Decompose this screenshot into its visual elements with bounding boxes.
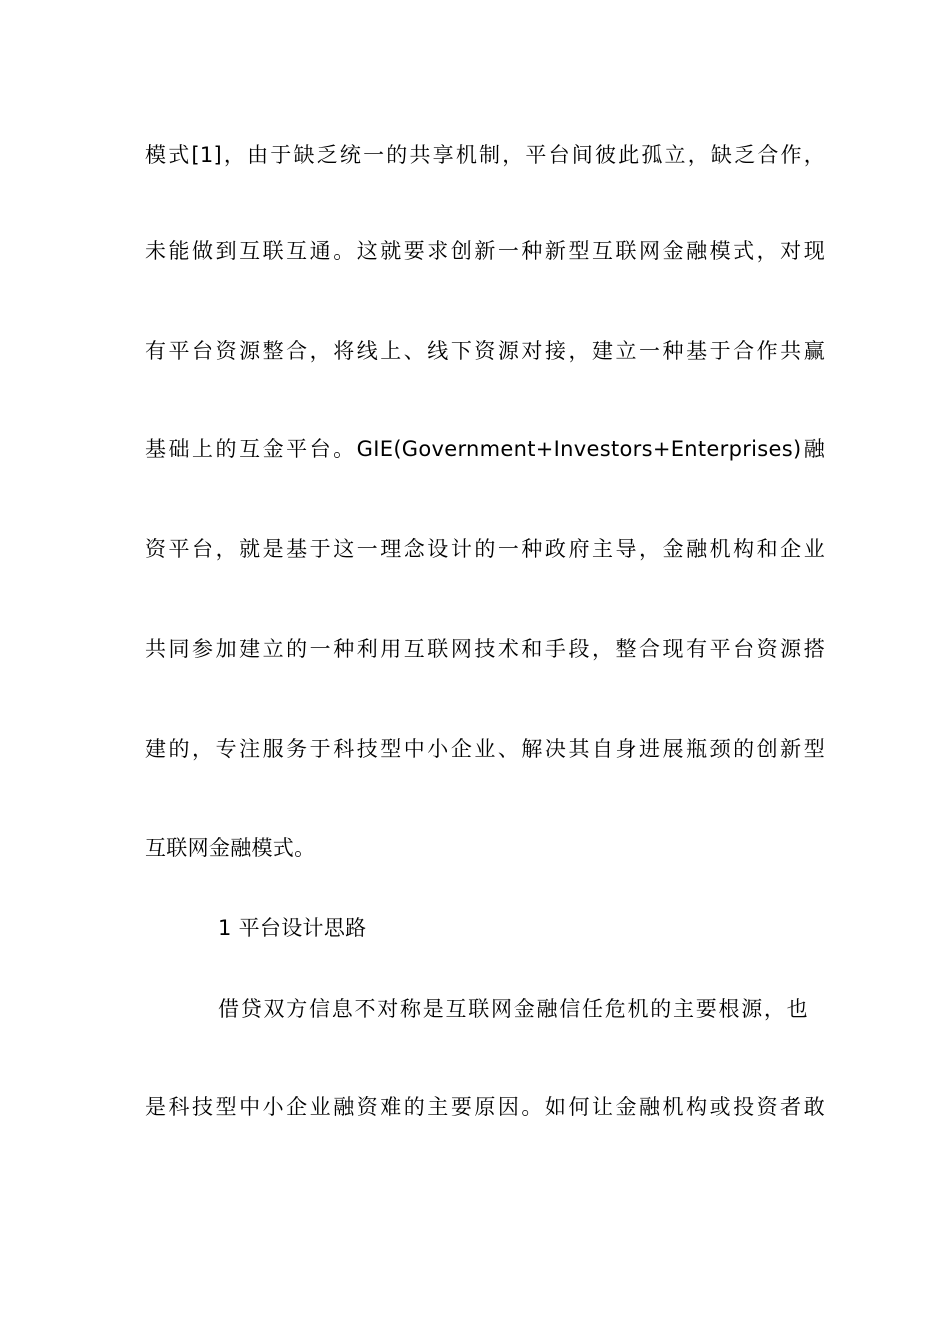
body-text-line: 未能做到互联互通。这就要求创新一种新型互联网金融模式，对现	[145, 239, 825, 263]
body-text-line: 有平台资源整合，将线上、线下资源对接，建立一种基于合作共赢	[145, 339, 825, 363]
body-text-line: 互联网金融模式。	[145, 836, 316, 860]
body-text-line: 借贷双方信息不对称是互联网金融信任危机的主要根源，也	[218, 997, 808, 1021]
body-text-line: 基础上的互金平台。GIE(Government+Investors+Enterprises)融	[145, 437, 825, 461]
body-text-line: 是科技型中小企业融资难的主要原因。如何让金融机构或投资者敢	[145, 1095, 825, 1119]
body-text-line: 共同参加建立的一种利用互联网技术和手段，整合现有平台资源搭	[145, 637, 825, 661]
body-text-line: 模式[1]，由于缺乏统一的共享机制，平台间彼此孤立，缺乏合作，	[145, 143, 825, 167]
body-text-line: 资平台，就是基于这一理念设计的一种政府主导，金融机构和企业	[145, 537, 825, 561]
section-heading: 1 平台设计思路	[218, 916, 367, 940]
body-text-line: 建的，专注服务于科技型中小企业、解决其自身进展瓶颈的创新型	[145, 737, 825, 761]
